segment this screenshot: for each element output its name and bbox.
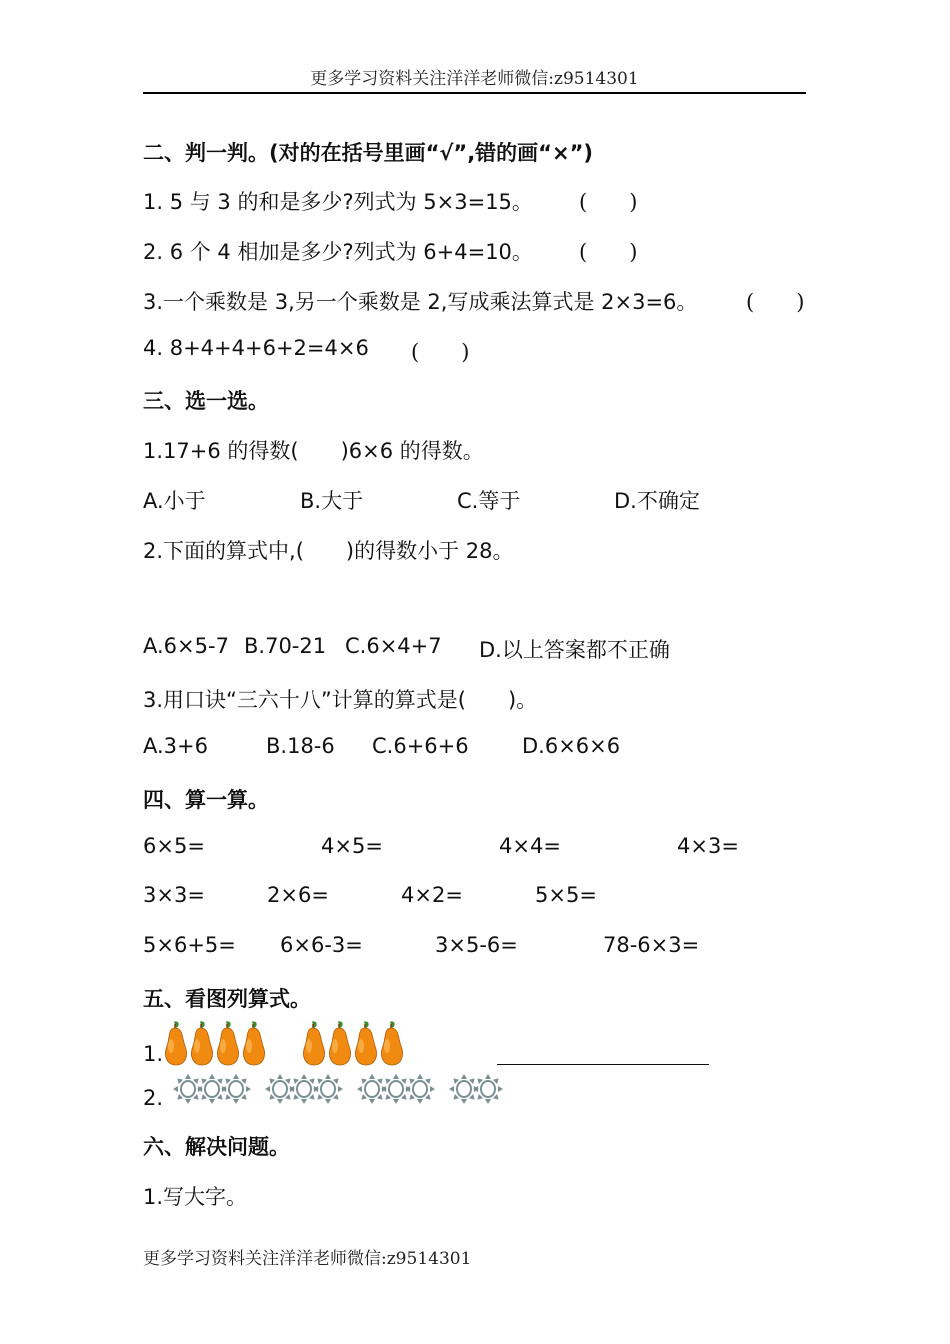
pear-icon [217,1021,238,1065]
picture-q2-label: 2. [143,1086,164,1110]
section3-title: 三、选一选。 [143,389,269,413]
choice-q3-option-c[interactable]: C.6+6+6 [372,734,469,758]
pear-icon [329,1021,350,1065]
calc-r2-c3: 4×2= [401,883,463,907]
choice-q2-option-c[interactable]: C.6×4+7 [345,634,442,658]
judge-answer-2[interactable]: ( ) [579,240,638,264]
choice-q2: 2.下面的算式中,( )的得数小于 28。 [143,539,514,563]
calc-r3-c1: 5×6+5= [143,933,236,957]
choice-q1-option-d[interactable]: D.不确定 [614,489,700,513]
section5-title: 五、看图列算式。 [143,987,311,1011]
pear-icon [303,1021,324,1065]
choice-q3-option-b[interactable]: B.18-6 [266,734,335,758]
choice-q2-option-b[interactable]: B.70-21 [244,634,327,658]
flower-icon [313,1074,343,1104]
calc-r2-c4: 5×5= [535,883,597,907]
calc-r2-c1: 3×3= [143,883,205,907]
calc-r1-c4: 4×3= [677,834,739,858]
calc-r3-c2: 6×6-3= [280,933,363,957]
pear-icon [191,1021,212,1065]
problem-q1: 1.写大字。 [143,1185,248,1209]
judge-item-4: 4. 8+4+4+6+2=4×6 [143,336,369,360]
page-footer: 更多学习资料关注洋洋老师微信:z9514301 [143,1249,472,1269]
choice-q1: 1.17+6 的得数( )6×6 的得数。 [143,439,484,463]
section6-title: 六、解决问题。 [143,1135,290,1159]
calc-r1-c2: 4×5= [321,834,383,858]
judge-item-1: 1. 5 与 3 的和是多少?列式为 5×3=15。 [143,190,533,214]
choice-q1-option-b[interactable]: B.大于 [300,489,364,513]
calc-r3-c4: 78-6×3= [603,933,700,957]
judge-answer-3[interactable]: ( ) [746,290,805,314]
choice-q1-option-c[interactable]: C.等于 [457,489,521,513]
section2-title: 二、判一判。(对的在括号里画“√”,错的画“×”) [143,141,593,165]
flower-icon [405,1074,435,1104]
picture-q1-label: 1. [143,1042,164,1066]
choice-q2-option-d[interactable]: D.以上答案都不正确 [479,638,670,662]
pear-groups [160,1018,420,1066]
pear-icon [243,1021,264,1065]
choice-q1-option-a[interactable]: A.小于 [143,489,206,513]
judge-answer-1[interactable]: ( ) [579,190,638,214]
choice-q3-option-d[interactable]: D.6×6×6 [522,734,621,758]
flower-icon [221,1074,251,1104]
section4-title: 四、算一算。 [143,788,269,812]
flower-groups [172,1071,512,1107]
choice-q3-option-a[interactable]: A.3+6 [143,734,208,758]
calc-r3-c3: 3×5-6= [435,933,518,957]
flower-icon [473,1074,503,1104]
pear-icon [355,1021,376,1065]
calc-r1-c1: 6×5= [143,834,205,858]
choice-q2-option-a[interactable]: A.6×5-7 [143,634,229,658]
page-header: 更多学习资料关注洋洋老师微信:z9514301 [143,66,806,94]
answer-line[interactable] [497,1064,709,1065]
calc-r2-c2: 2×6= [267,883,329,907]
pear-icon [381,1021,402,1065]
pear-icon [165,1021,186,1065]
judge-item-3: 3.一个乘数是 3,另一个乘数是 2,写成乘法算式是 2×3=6。 [143,290,698,314]
calc-r1-c3: 4×4= [499,834,561,858]
judge-item-2: 2. 6 个 4 相加是多少?列式为 6+4=10。 [143,240,533,264]
judge-answer-4[interactable]: ( ) [411,340,470,364]
choice-q3: 3.用口诀“三六十八”计算的算式是( )。 [143,688,538,712]
